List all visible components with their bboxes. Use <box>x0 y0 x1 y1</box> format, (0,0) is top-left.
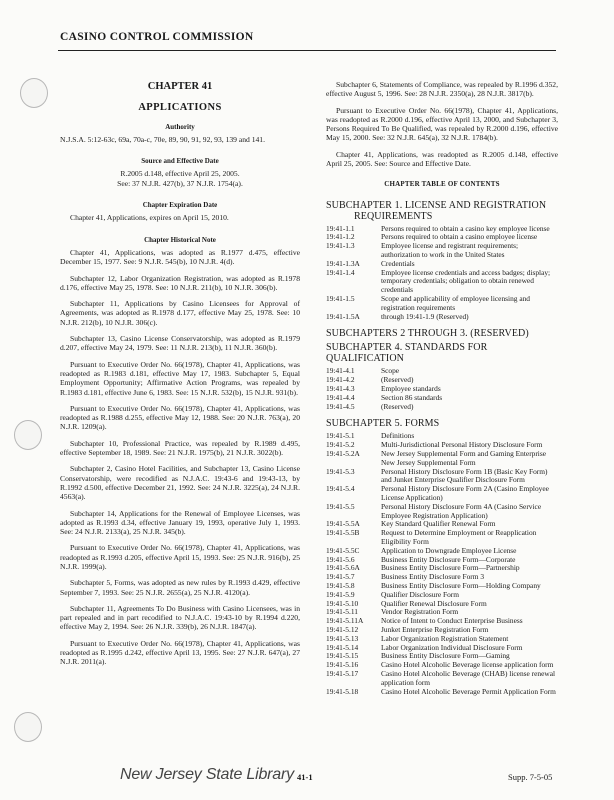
toc-section-number: 19:41-1.3A <box>326 258 360 268</box>
toc-section-number: 19:41-1.4 <box>326 267 355 277</box>
toc-section-title: Casino Hotel Alcoholic Beverage license application form <box>381 660 554 670</box>
expiration-text: Chapter 41, Applications, expires on April 15, 2010. <box>70 213 229 223</box>
historical-note-paragraph: Pursuant to Executive Order No. 66(1978), Chapter 41, Applications, was readopted as R.1995 d.242, effective April 13, 1995. See: 27 N.J.R. 647(a), 27 N.J.R. 2011(a). <box>60 638 300 667</box>
toc-section-number: 19:41-5.18 <box>326 686 359 696</box>
historical-note-paragraph: Subchapter 14, Applications for the Renewal of Employee Licenses, was adopted as R.1993 d.34, effective January 19, 1993, operative July 1, 1993. See: 24 N.J.R. 2133(a), 25 N.J.R. 345(b). <box>60 508 300 537</box>
toc-entry <box>326 394 558 403</box>
toc-entry <box>326 450 558 468</box>
historical-heading: Chapter Historical Note <box>144 235 216 244</box>
punch-hole-top <box>20 78 48 108</box>
toc-section-number: 19:41-5.6A <box>326 563 360 573</box>
historical-note-paragraph: Subchapter 5, Forms, was adopted as new rules by R.1993 d.429, effective September 7, 1993. See: 25 N.J.R. 2655(a), 25 N.J.R. 4120(a). <box>60 578 300 597</box>
toc-section-number: 19:41-5.8 <box>326 580 355 590</box>
subchapter-1-list <box>326 225 558 322</box>
chapter-number: CHAPTER 41 <box>147 81 213 92</box>
toc-section-title: Personal History Disclosure Form 1B (Basic Key Form) and Junket Enterprise Qualifier Disclosure Form <box>381 466 548 485</box>
toc-entry <box>326 468 558 486</box>
toc-section-number: 19:41-1.2 <box>326 232 355 242</box>
toc-section-number: 19:41-5.7 <box>326 572 355 582</box>
historical-notes <box>60 248 300 667</box>
toc-section-number: 19:41-4.1 <box>326 366 355 376</box>
toc-section-title: Scope <box>381 366 400 376</box>
toc-entry <box>326 529 558 547</box>
toc-section-number: 19:41-4.3 <box>326 384 355 394</box>
historical-note-paragraph: Subchapter 10, Professional Practice, was repealed by R.1989 d.495, effective September 18, 1989. See: 21 N.J.R. 1975(b), 21 N.J.R. 3022(b). <box>60 438 300 458</box>
toc-entry <box>326 242 558 260</box>
toc-entry <box>326 503 558 521</box>
toc-section-number: 19:41-5.10 <box>326 598 359 608</box>
source-line-1: R.2005 d.148, effective April 25, 2005. <box>120 169 240 179</box>
subchapter-1-heading <box>326 200 558 222</box>
toc-section-title: Vendor Registration Form <box>381 607 459 617</box>
subchapter-4-heading: SUBCHAPTER 4. STANDARDS FOR QUALIFICATION <box>326 342 488 365</box>
toc-section-title: Business Entity Disclosure Form—Corporate <box>381 554 516 564</box>
historical-notes-continued <box>326 80 558 168</box>
toc-section-title: Multi-Jurisdictional Personal History Disclosure Form <box>381 440 543 450</box>
toc-section-title: Business Entity Disclosure Form 3 <box>381 572 485 582</box>
toc-section-number: 19:41-5.5A <box>326 519 360 529</box>
toc-section-title: Business Entity Disclosure Form—Holding Company <box>381 580 541 590</box>
toc-section-title: through 19:41-1.9 (Reserved) <box>381 311 469 321</box>
historical-note-paragraph: Subchapter 12, Labor Organization Registration, was adopted as R.1978 d.176, effective May 25, 1978. See: 10 N.J.R. 211(b), 10 N.J.R. 306(b). <box>60 273 300 292</box>
toc-section-title: Credentials <box>381 258 415 268</box>
left-column <box>60 80 300 674</box>
toc-section-title: Definitions <box>381 431 415 441</box>
header-rule <box>58 50 556 51</box>
source-line-2: See: 37 N.J.R. 427(b), 37 N.J.R. 1754(a). <box>117 178 243 188</box>
toc-section-number: 19:41-1.5 <box>326 294 355 304</box>
chapter-title: APPLICATIONS <box>138 102 222 114</box>
toc-entry <box>326 670 558 688</box>
toc-entry <box>326 295 558 313</box>
subchapter-5-list <box>326 432 558 696</box>
toc-section-number: 19:41-4.2 <box>326 375 355 385</box>
punch-hole-bottom <box>14 712 42 742</box>
toc-section-title: Scope and applicability of employee licensing and registration requirements <box>381 294 530 312</box>
toc-section-title: Application to Downgrade Employee License <box>381 545 517 555</box>
toc-section-title: Key Standard Qualifier Renewal Form <box>381 519 496 529</box>
punch-hole-middle <box>14 420 42 450</box>
authority-heading: Authority <box>165 122 195 131</box>
toc-entry <box>326 269 558 295</box>
toc-section-title: Notice of Intent to Conduct Enterprise Business <box>381 616 523 626</box>
toc-section-title: Business Entity Disclosure Form—Gaming <box>381 651 510 661</box>
subchapters-2-3-heading: SUBCHAPTERS 2 THROUGH 3. (RESERVED) <box>326 328 529 340</box>
toc-section-title: Request to Determine Employment or Reapplication Eligibility Form <box>381 528 537 546</box>
subchapter-1-line-1: SUBCHAPTER 1. LICENSE AND REGISTRATION <box>326 199 547 211</box>
historical-note-paragraph: Subchapter 6, Statements of Compliance, was repealed by R.1996 d.352, effective August 5, 1996. See: 28 N.J.R. 2350(a), 28 N.J.R. 3817(b). <box>326 80 558 99</box>
toc-title: CHAPTER TABLE OF CONTENTS <box>384 180 500 189</box>
subchapter-5-heading: SUBCHAPTER 5. FORMS <box>326 418 440 430</box>
toc-section-number: 19:41-5.5B <box>326 528 360 538</box>
historical-note-paragraph: Pursuant to Executive Order No. 66(1978), Chapter 41, Applications, was readopted as R.2000 d.196, effective April 13, 2000, and Subchapter 3, Persons Required To Be Qualified, was repealed by R.2000 d.196, effective May 15, 2000. See: 32 N.J.R. 645(a), 32 N.J.R. 1784(b). <box>326 105 558 143</box>
historical-note-paragraph: Subchapter 13, Casino License Conservatorship, was adopted as R.1979 d.207, effective May 24, 1979. See: 11 N.J.R. 213(b), 11 N.J.R. 360(b). <box>60 334 300 353</box>
toc-section-title: Employee license and registrant requirements; authorization to work in the United States <box>381 241 519 260</box>
toc-section-number: 19:41-1.5A <box>326 311 360 321</box>
toc-section-number: 19:41-5.15 <box>326 651 359 661</box>
toc-section-title: Employee standards <box>381 384 441 394</box>
toc-section-number: 19:41-5.11A <box>326 616 364 626</box>
toc-section-number: 19:41-5.2 <box>326 440 355 450</box>
toc-section-title: Employee license credentials and access badges; display; temporary credentials; obligation to obtain renewed credentials <box>381 267 551 295</box>
library-stamp: New Jersey State Library <box>120 766 294 783</box>
toc-section-number: 19:41-5.5C <box>326 545 360 555</box>
toc-section-title: Labor Organization Registration Statement <box>381 633 509 643</box>
toc-section-title: Qualifier Disclosure Form <box>381 589 459 599</box>
toc-section-number: 19:41-5.17 <box>326 668 359 678</box>
toc-section-title: Casino Hotel Alcoholic Beverage Permit Application Form <box>381 686 556 696</box>
right-column <box>326 80 558 696</box>
toc-section-number: 19:41-5.2A <box>326 449 360 459</box>
toc-entry <box>326 385 558 394</box>
historical-note-paragraph: Pursuant to Executive Order No. 66(1978), Chapter 41, Applications, was readopted as R.1993 d.205, effective April 15, 1993. See: 25 N.J.R. 916(b), 25 N.J.R. 1999(a). <box>60 543 300 571</box>
toc-entry <box>326 485 558 503</box>
toc-section-number: 19:41-5.11 <box>326 607 358 617</box>
page-number: 41-1 <box>297 772 313 782</box>
toc-section-number: 19:41-5.5 <box>326 501 355 511</box>
running-header: CASINO CONTROL COMMISSION <box>60 31 254 43</box>
toc-section-number: 19:41-5.13 <box>326 633 359 643</box>
historical-note-paragraph: Subchapter 2, Casino Hotel Facilities, and Subchapter 13, Casino License Conservatorship, were recodified as N.J.A.C. 19:43-6 and 19:43-13, by R.1992 d.500, effective December 21, 1992. See: 24 N.J.R. 3225(a), 24 N.J.R. 4563(a). <box>60 464 300 502</box>
toc-section-number: 19:41-5.14 <box>326 642 359 652</box>
toc-section-number: 19:41-4.4 <box>326 392 355 402</box>
toc-entry <box>326 367 558 376</box>
toc-entry <box>326 376 558 385</box>
toc-section-title: Labor Organization Individual Disclosure Form <box>381 642 523 652</box>
historical-note-paragraph: Chapter 41, Applications, was readopted as R.2005 d.148, effective April 25, 2005. See: Source and Effective Date. <box>326 149 558 169</box>
historical-note-paragraph: Subchapter 11, Applications by Casino Licensees for Approval of Agreements, was adopted as R.1978 d.177, effective May 25, 1978. See: 10 N.J.R. 212(b), 10 N.J.R. 306(c). <box>60 299 300 327</box>
toc-section-title: Junket Enterprise Registration Form <box>381 624 489 634</box>
toc-section-number: 19:41-5.1 <box>326 431 355 441</box>
toc-entry <box>326 403 558 412</box>
toc-section-title: Persons required to obtain a casino key employee license <box>381 223 550 233</box>
toc-section-number: 19:41-4.5 <box>326 401 355 411</box>
toc-entry <box>326 313 558 322</box>
historical-note-paragraph: Chapter 41, Applications, was adopted as R.1977 d.475, effective December 15, 1977. See: 9 N.J.R. 545(b), 10 N.J.R. 4(d). <box>60 247 300 267</box>
toc-section-title: Personal History Disclosure Form 4A (Casino Service Employee Registration Application) <box>381 501 542 520</box>
toc-section-number: 19:41-1.3 <box>326 241 355 251</box>
toc-section-number: 19:41-5.3 <box>326 466 355 476</box>
subchapter-1-line-2: REQUIREMENTS <box>354 210 433 222</box>
toc-section-title: Qualifier Renewal Disclosure Form <box>381 598 487 608</box>
toc-section-number: 19:41-5.4 <box>326 484 355 494</box>
toc-section-title: Section 86 standards <box>381 392 443 402</box>
toc-section-number: 19:41-1.1 <box>326 223 355 233</box>
historical-note-paragraph: Pursuant to Executive Order No. 66(1978), Chapter 41, Applications, was readopted as R.1983 d.181, effective May 17, 1983. Subchapter 5, Equal Employment Opportunity; Affirmative Action Programs, was repealed by R.1983 d.181, effective June 6, 1983. See: 15 N.J.R. 532(b), 15 N.J.R. 931(b). <box>60 359 300 397</box>
historical-note-paragraph: Subchapter 11, Agreements To Do Business with Casino Licensees, was in part repealed and in part recodified to N.J.A.C. 19:43-10 by R.1994 d.220, effective May 2, 1994. See: 26 N.J.R. 339(b), 26 N.J.R. 1847(a). <box>60 603 300 632</box>
toc-section-number: 19:41-5.6 <box>326 554 355 564</box>
supplement-date: Supp. 7-5-05 <box>508 772 553 782</box>
toc-section-number: 19:41-5.16 <box>326 660 359 670</box>
toc-section-title: (Reserved) <box>381 375 414 385</box>
authority-text: N.J.S.A. 5:12-63c, 69a, 70a-c, 70e, 89, 90, 91, 92, 93, 139 and 141. <box>60 134 266 144</box>
toc-section-title: Personal History Disclosure Form 2A (Casino Employee License Application) <box>381 484 549 502</box>
historical-note-paragraph: Pursuant to Executive Order No. 66(1978), Chapter 41, Applications, was readopted as R.1988 d.255, effective May 12, 1988. See: 20 N.J.R. 763(a), 20 N.J.R. 1209(a). <box>60 403 300 432</box>
toc-section-number: 19:41-5.12 <box>326 624 359 634</box>
toc-section-title: (Reserved) <box>381 401 414 411</box>
toc-entry <box>326 688 558 697</box>
subchapter-4-list <box>326 367 558 411</box>
toc-section-title: New Jersey Supplemental Form and Gaming Enterprise New Jersey Supplemental Form <box>381 449 547 467</box>
expiration-heading: Chapter Expiration Date <box>142 201 218 210</box>
toc-section-title: Persons required to obtain a casino employee license <box>381 232 538 242</box>
toc-section-title: Casino Hotel Alcoholic Beverage (CHAB) license renewal application form <box>381 668 556 687</box>
source-heading: Source and Effective Date <box>141 157 219 166</box>
toc-section-number: 19:41-5.9 <box>326 589 355 599</box>
toc-section-title: Business Entity Disclosure Form—Partnership <box>381 563 520 573</box>
